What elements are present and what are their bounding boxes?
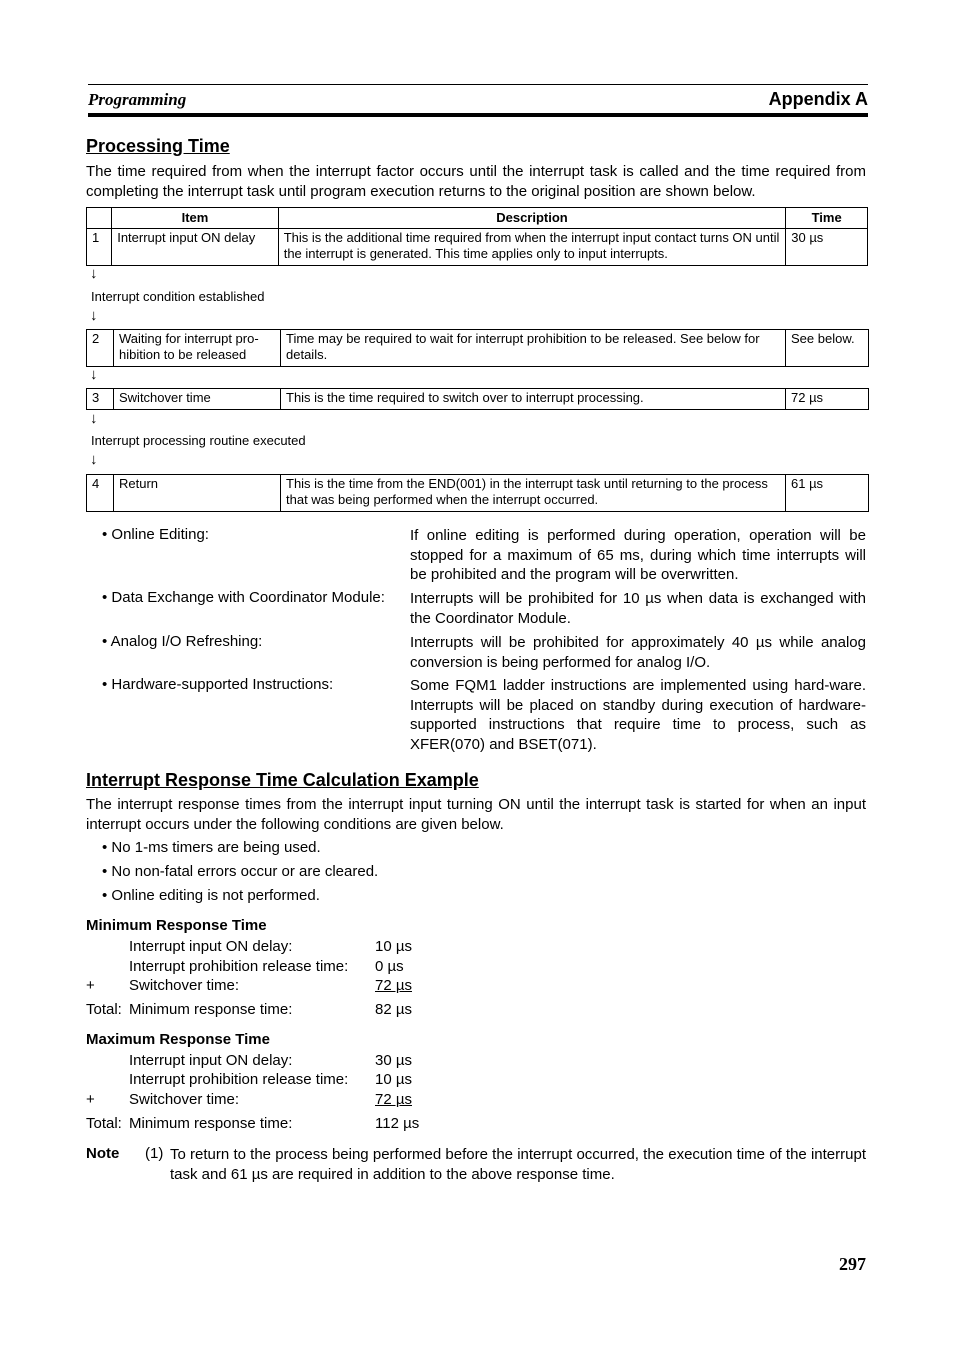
header-section: Programming [88,90,187,109]
maximum-title: Maximum Response Time [86,1031,270,1048]
total-value: 112 µs [375,1115,420,1132]
calc-label: Interrupt input ON delay: [129,938,293,955]
example-bullet: • Online editing is not performed. [102,887,320,904]
flow-arrow: ↓ [90,307,98,324]
header-appendix: Appendix A [768,89,868,109]
calc-value: 10 µs [375,1071,412,1088]
row-desc: This is the time required to switch over to interrupt processing. [281,389,786,410]
calc-value: 30 µs [375,1052,412,1069]
total-prefix: Total: [86,1115,122,1132]
col-time: Time [786,208,868,229]
flow-arrow: ↓ [90,410,98,427]
row-time: See below. [786,330,869,367]
flow-arrow: ↓ [90,366,98,383]
total-label: Minimum response time: [129,1001,293,1018]
calc-label: Interrupt prohibition release time: [129,958,349,975]
processing-table-3 [86,388,869,410]
flow-text-condition: Interrupt condition established [91,289,265,304]
table-row [87,229,868,266]
col-no [87,208,112,229]
note-text: To return to the process being performed before the interrupt occurred, the execution time of the interrupt task and 61 µs are required in addition to the above response time. [170,1146,866,1183]
calc-value: 72 µs [375,1091,412,1108]
processing-table-4 [86,474,869,512]
processing-table-2 [86,329,869,367]
flow-arrow: ↓ [90,265,98,282]
row-desc: This is the additional time required from when the interrupt input contact turns ON until the interrupt is generated. This time applies only to input interrupts. [278,229,786,266]
col-description: Description [278,208,786,229]
example-bullet: • No 1-ms timers are being used. [102,839,321,856]
total-value: 82 µs [375,1001,412,1018]
row-no: 3 [87,389,114,410]
condition-label: • Online Editing: [102,526,209,543]
calc-label: Interrupt prohibition release time: [129,1071,349,1088]
note-label: Note [86,1145,120,1162]
calc-label: Interrupt input ON delay: [129,1052,293,1069]
row-time: 61 µs [786,475,869,512]
row-time: 72 µs [786,389,869,410]
processing-time-intro: The time required from when the interrupt factor occurs until the interrupt task is called and the time required from completing the interrupt task until program execution returns to the original position are shown below. [86,163,866,200]
total-label: Minimum response time: [129,1115,293,1132]
condition-desc: Interrupts will be prohibited for approximately 40 µs while analog conversion is being performed for analog I/O. [410,634,866,671]
condition-desc: Some FQM1 ladder instructions are implemented using hard-ware. Interrupts will be placed on standby during execution of hardware-supported instructions that require time to process, such as XFER(070) and BSET(071). [410,677,866,753]
header-rule-bottom [88,113,868,117]
row-item: Waiting for interrupt pro-hibition to be released [114,330,281,367]
table-header-row [87,208,868,229]
condition-desc: If online editing is performed during operation, operation will be stopped for a maximum of 65 ms, during which time interrupts will be prohibited and the program will be overwritten. [410,527,866,583]
calc-prefix: + [86,1091,95,1108]
condition-label: • Data Exchange with Coordinator Module: [102,589,385,606]
row-desc: Time may be required to wait for interrupt prohibition to be released. See below for details. [281,330,786,367]
header-rule-top [88,84,868,85]
condition-desc: Interrupts will be prohibited for 10 µs when data is exchanged with the Coordinator Module. [410,590,866,627]
calc-label: Switchover time: [129,1091,240,1108]
flow-arrow: ↓ [90,451,98,468]
row-desc: This is the time from the END(001) in the interrupt task until returning to the process that was being performed when the interrupt occurred. [281,475,786,512]
example-title: Interrupt Response Time Calculation Example [86,770,479,790]
row-no: 2 [87,330,114,367]
example-bullet: • No non-fatal errors occur or are cleared. [102,863,379,880]
total-prefix: Total: [86,1001,122,1018]
note-number: (1) [145,1145,164,1162]
minimum-title: Minimum Response Time [86,917,267,934]
col-item: Item [112,208,278,229]
calc-label: Switchover time: [129,977,240,994]
row-item: Interrupt input ON delay [112,229,278,266]
row-no: 1 [87,229,112,266]
row-no: 4 [87,475,114,512]
condition-label: • Hardware-supported Instructions: [102,676,334,693]
calc-value: 10 µs [375,938,412,955]
calc-value: 0 µs [375,958,404,975]
page-number: 297 [839,1254,866,1274]
calc-prefix: + [86,977,95,994]
example-intro: The interrupt response times from the interrupt input turning ON until the interrupt task is started for when an input interrupt occurs under the following conditions are given below. [86,796,866,833]
flow-text-routine: Interrupt processing routine executed [91,433,306,448]
row-item: Switchover time [114,389,281,410]
table-row [87,330,869,367]
row-time: 30 µs [786,229,868,266]
processing-table-1 [86,207,868,266]
table-row [87,389,869,410]
condition-label: • Analog I/O Refreshing: [102,633,263,650]
calc-value: 72 µs [375,977,412,994]
processing-time-title: Processing Time [86,136,230,156]
table-row [87,475,869,512]
row-item: Return [114,475,281,512]
